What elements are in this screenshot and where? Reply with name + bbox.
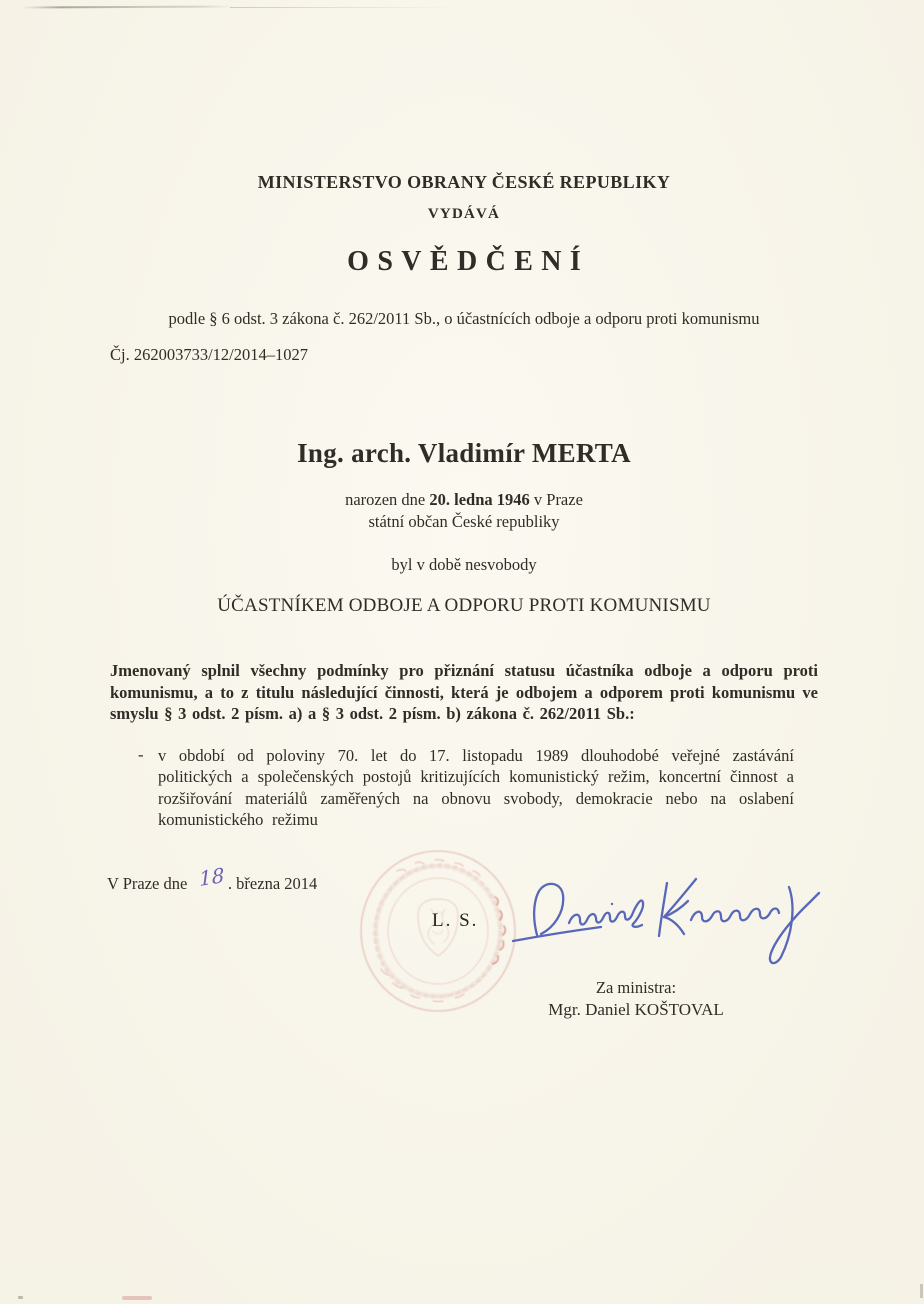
- birth-line: [110, 489, 818, 511]
- legal-basis-line: podle § 6 odst. 3 zákona č. 262/2011 Sb., o účastnících odboje a odporu proti komunismu: [168, 309, 760, 328]
- signature-strokes: [483, 857, 823, 981]
- seal-ls-label: L. S.: [432, 910, 479, 931]
- scan-streak-artifact-2: [230, 7, 460, 8]
- birth-suffix: v Praze: [529, 490, 583, 509]
- ministry-title: MINISTERSTVO OBRANY ČESKÉ REPUBLIKY: [257, 172, 671, 192]
- handwritten-day: 18: [198, 862, 226, 892]
- place-date-suffix: . března 2014: [227, 874, 318, 893]
- status-intro-line: byl v době nesvobody: [391, 555, 537, 574]
- on-behalf-label: Za ministra:: [595, 978, 677, 997]
- issues-line: VYDÁVÁ: [427, 206, 501, 222]
- conditions-paragraph: Jmenovaný splnil všechny podmínky pro přiznání statusu účastníka odboje a odporu proti komunismu, a to z titulu následující činnosti, která je odbojem a odporem proti komunismu ve smyslu § 3 odst. 2 písm. a) a § 3 odst. 2 písm. b) zákona č. 262/2011 Sb.:: [110, 661, 818, 723]
- place-date-prefix: V Praze dne: [107, 874, 192, 893]
- place-date-line: [107, 862, 318, 894]
- signatory-name: Mgr. Daniel KOŠTOVAL: [548, 1000, 724, 1019]
- list-dash-marker: -: [138, 745, 144, 764]
- reference-number: Čj. 262003733/12/2014–1027: [110, 345, 309, 364]
- activity-list-item: v období od poloviny 70. let do 17. listopadu 1989 dlouhodobé veřejné zastávání politických a společenských postojů kritizujících komunistický režim, koncertní činnost a rozšiřování materiálů zaměřených na obnovu svobody, demokracie nebo na oslabení komunistického režimu: [158, 746, 794, 829]
- birth-date: 20. ledna 1946: [429, 490, 530, 509]
- citizenship-line: státní občan České republiky: [368, 511, 560, 531]
- status-line: ÚČASTNÍKEM ODBOJE A ODPORU PROTI KOMUNISMU: [217, 595, 711, 616]
- scan-streak-artifact: [22, 6, 234, 9]
- signatory-block: [520, 977, 752, 1021]
- scan-mark-pink-artifact: [122, 1296, 152, 1300]
- scan-mark-artifact: [18, 1296, 23, 1299]
- scan-mark-edge-artifact: [920, 1284, 923, 1298]
- birth-citizenship-block: [110, 489, 818, 532]
- certificate-title: OSVĚDČENÍ: [347, 246, 590, 277]
- recipient-name: Ing. arch. Vladimír MERTA: [297, 438, 631, 468]
- birth-prefix: narozen dne: [345, 490, 430, 509]
- signature-icon: [483, 857, 823, 981]
